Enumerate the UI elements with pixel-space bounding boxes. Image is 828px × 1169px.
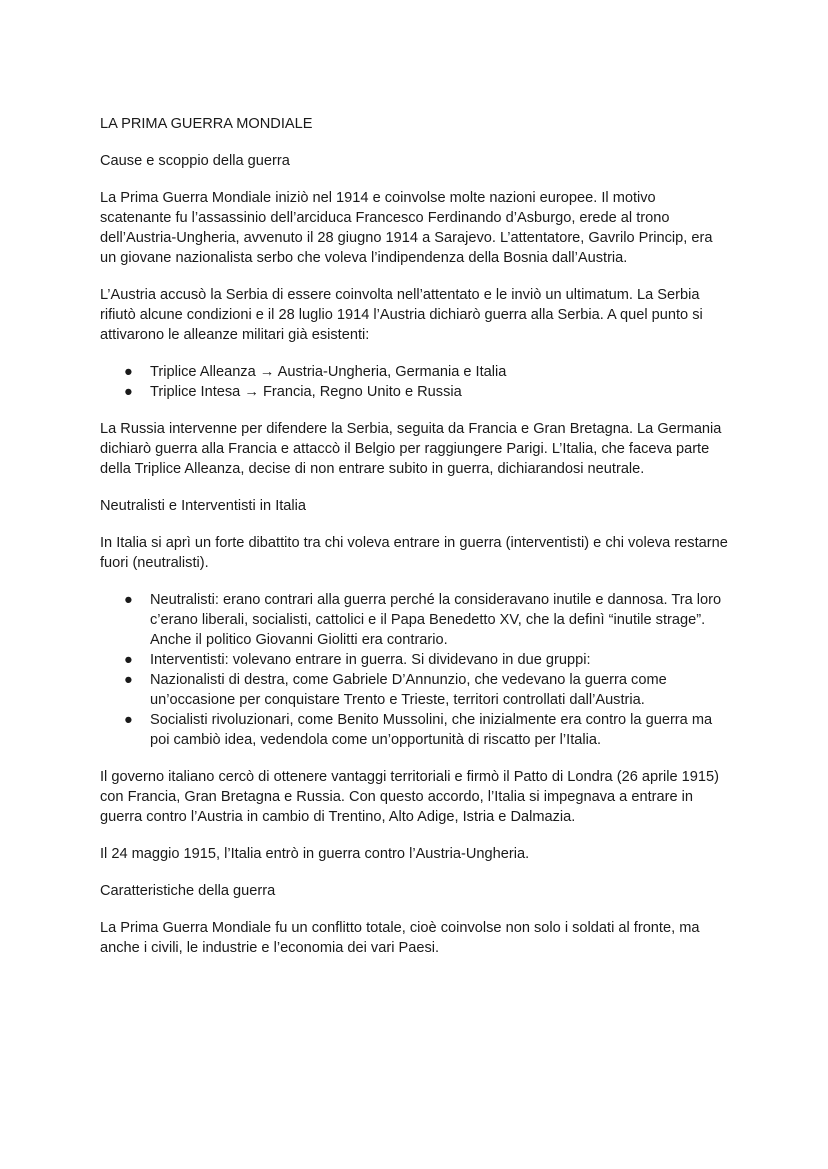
list-item — [100, 710, 730, 750]
paragraph: In Italia si aprì un forte dibattito tra chi voleva entrare in guerra (interventisti) e chi voleva restarne fuori (neutralisti). — [100, 535, 728, 571]
document-page — [100, 114, 730, 975]
bullet-icon: ● — [124, 364, 133, 380]
section-heading-neutralisti: Neutralisti e Interventisti in Italia — [100, 498, 307, 514]
section-heading-cause: Cause e scoppio della guerra — [100, 153, 290, 169]
list-item-text: Triplice Alleanza → Austria-Ungheria, Germania e Italia — [150, 364, 507, 380]
bullet-icon: ● — [124, 652, 133, 668]
list-item-text: Nazionalisti di destra, come Gabriele D’Annunzio, che vedevano la guerra come un’occasione per conquistare Trento e Trieste, territori controllati dall’Austria. — [150, 672, 667, 708]
paragraph: La Prima Guerra Mondiale fu un conflitto totale, cioè coinvolse non solo i soldati al fronte, ma anche i civili, le industrie e l’economia dei vari Paesi. — [100, 920, 700, 956]
bullet-icon: ● — [124, 712, 133, 728]
paragraph: Il 24 maggio 1915, l’Italia entrò in guerra contro l’Austria-Ungheria. — [100, 846, 530, 862]
paragraph: La Russia intervenne per difendere la Serbia, seguita da Francia e Gran Bretagna. La Germania dichiarò guerra alla Francia e attaccò il Belgio per raggiungere Parigi. L’Italia, che faceva parte della Triplice Alleanza, decise di non entrare subito in guerra, dichiarandosi neutrale. — [100, 421, 722, 477]
list-item-text: Interventisti: volevano entrare in guerra. Si dividevano in due gruppi: — [150, 652, 591, 668]
bullet-icon: ● — [124, 384, 133, 400]
paragraph: La Prima Guerra Mondiale iniziò nel 1914 e coinvolse molte nazioni europee. Il motivo scatenante fu l’assassinio dell’arciduca Francesco Ferdinando d’Asburgo, erede al trono dell’Austria-Ungheria, avvenuto il 28 giugno 1914 a Sarajevo. L’attentatore, Gavrilo Princip, era un giovane nazionalista serbo che voleva l’indipendenza della Bosnia dall’Austria. — [100, 190, 713, 266]
list-item-text: Triplice Intesa → Francia, Regno Unito e Russia — [150, 384, 462, 400]
list-item — [100, 670, 730, 710]
paragraph: L’Austria accusò la Serbia di essere coinvolta nell’attentato e le inviò un ultimatum. La Serbia rifiutò alcune condizioni e il 28 luglio 1914 l’Austria dichiarò guerra alla Serbia. A quel punto si attivarono le alleanze militari già esistenti: — [100, 287, 703, 343]
list-item — [100, 382, 730, 402]
list-item-text: Neutralisti: erano contrari alla guerra perché la consideravano inutile e dannosa. Tra loro c’erano liberali, socialisti, cattolici e il Papa Benedetto XV, che la definì “inutile strage”. Anche il politico Giovanni Giolitti era contrario. — [150, 592, 722, 648]
bullet-icon: ● — [124, 592, 133, 608]
list-item — [100, 650, 730, 670]
alliances-list — [100, 362, 730, 402]
bullet-icon: ● — [124, 672, 133, 688]
list-item — [100, 362, 730, 382]
section-heading-caratteristiche: Caratteristiche della guerra — [100, 883, 276, 899]
document-title: LA PRIMA GUERRA MONDIALE — [100, 116, 313, 132]
paragraph: Il governo italiano cercò di ottenere vantaggi territoriali e firmò il Patto di Londra (26 aprile 1915) con Francia, Gran Bretagna e Russia. Con questo accordo, l’Italia si impegnava a entrare in guerra contro l’Austria in cambio di Trentino, Alto Adige, Istria e Dalmazia. — [100, 769, 719, 825]
positions-list — [100, 590, 730, 750]
list-item-text: Socialisti rivoluzionari, come Benito Mussolini, che inizialmente era contro la guerra ma poi cambiò idea, vedendola come un’opportunità di riscatto per l’Italia. — [150, 712, 713, 748]
list-item — [100, 590, 730, 650]
